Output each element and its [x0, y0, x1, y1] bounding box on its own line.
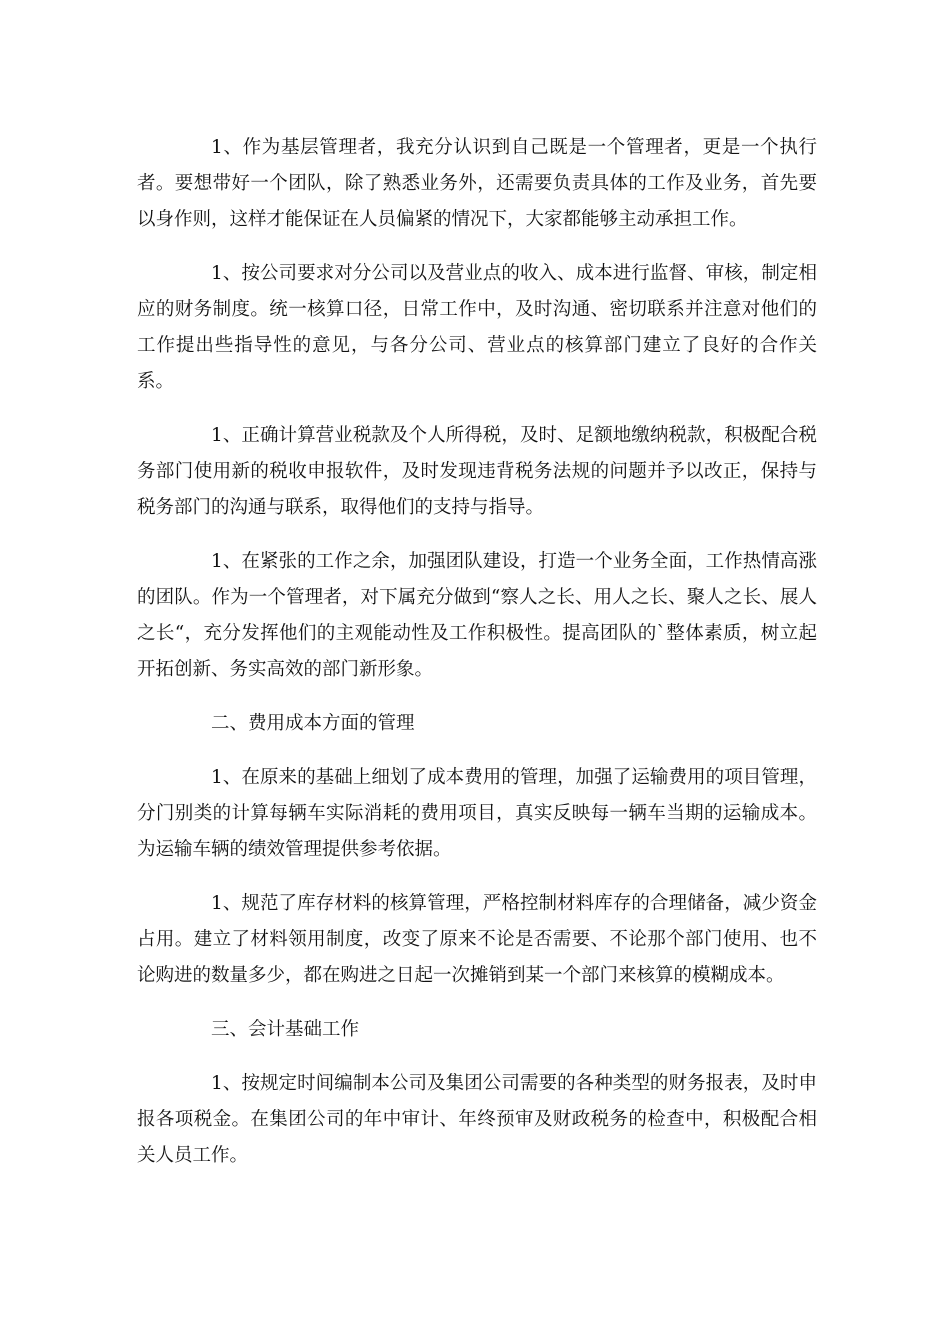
paragraph-financial-reports: 1、按规定时间编制本公司及集团公司需要的各种类型的财务报表，及时申报各项税金。在集团公司的年中审计、年终预审及财政税务的检查中，积极配合相关人员工作。: [137, 1073, 817, 1166]
paragraph-inventory-accounting: 1、规范了库存材料的核算管理，严格控制材料库存的合理储备，减少资金占用。建立了材料领用制度，改变了原来不论是否需要、不论那个部门使用、也不论购进的数量多少，都在购进之日起一次摊销到某一个部门来核算的模糊成本。: [137, 893, 817, 986]
paragraph-tax-filing: 1、正确计算营业税款及个人所得税，及时、足额地缴纳税款，积极配合税务部门使用新的税收申报软件，及时发现违背税务法规的问题并予以改正，保持与税务部门的沟通与联系，取得他们的支持与指导。: [137, 425, 817, 518]
paragraph-branch-supervision: 1、按公司要求对分公司以及营业点的收入、成本进行监督、审核，制定相应的财务制度。统一核算口径，日常工作中，及时沟通、密切联系并注意对他们的工作提出些指导性的意见，与各分公司、营业点的核算部门建立了良好的合作关系。: [137, 263, 817, 392]
document-body: [137, 130, 817, 1192]
section-heading-cost-management: 二、费用成本方面的管理: [211, 713, 415, 734]
paragraph-team-building: 1、在紧张的工作之余，加强团队建设，打造一个业务全面，工作热情高涨的团队。作为一个管理者，对下属充分做到“察人之长、用人之长、聚人之长、展人之长“，充分发挥他们的主观能动性及工作积极性。提高团队的`整体素质，树立起开拓创新、务实高效的部门新形象。: [137, 551, 817, 680]
paragraph-transport-cost: 1、在原来的基础上细划了成本费用的管理，加强了运输费用的项目管理，分门别类的计算每辆车实际消耗的费用项目，真实反映每一辆车当期的运输成本。为运输车辆的绩效管理提供参考依据。: [137, 767, 817, 860]
section-heading-accounting-basics: 三、会计基础工作: [211, 1019, 360, 1040]
paragraph-team-leadership: 1、作为基层管理者，我充分认识到自己既是一个管理者，更是一个执行者。要想带好一个团队，除了熟悉业务外，还需要负责具体的工作及业务，首先要以身作则，这样才能保证在人员偏紧的情况下，大家都能够主动承担工作。: [137, 137, 817, 230]
